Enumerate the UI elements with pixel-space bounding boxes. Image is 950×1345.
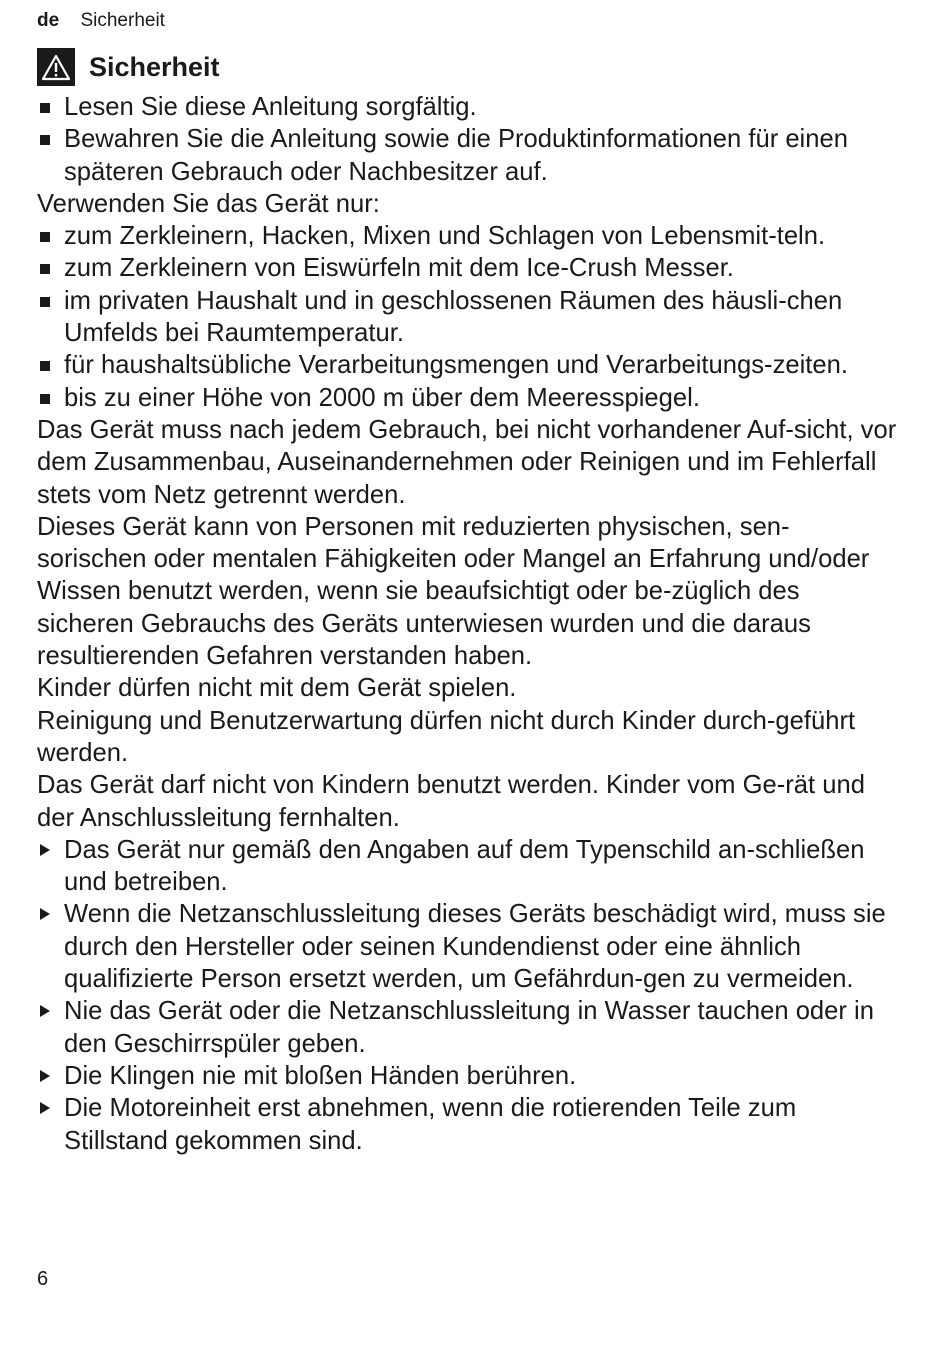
usage-intro: Verwenden Sie das Gerät nur:	[37, 189, 380, 218]
list-item-text: Bewahren Sie die Anleitung sowie die Produktinformationen für einen späteren Gebrauch oder Nachbesitzer auf.	[64, 125, 848, 186]
list-item	[37, 123, 897, 188]
instruction-text: Nie das Gerät oder die Netzanschlussleitung in Wasser tauchen oder in den Geschirrspüler geben.	[64, 997, 874, 1058]
instruction-item	[37, 834, 897, 899]
square-bullet-icon	[40, 135, 50, 145]
safety-content	[37, 91, 897, 1157]
list-item-text: im privaten Haushalt und in geschlossenen Räumen des häusli-chen Umfelds bei Raumtemperatur.	[64, 286, 843, 348]
arrow-right-icon	[40, 1102, 50, 1114]
list-item	[37, 91, 897, 123]
square-bullet-icon	[40, 297, 50, 307]
instruction-text: Das Gerät nur gemäß den Angaben auf dem Typenschild an-schließen und betreiben.	[64, 835, 865, 897]
instruction-text: Wenn die Netzanschlussleitung dieses Geräts beschädigt wird, muss sie durch den Hersteller oder seinen Kundendienst oder eine ähnlich qualifizierte Person ersetzt werden, um Gefährdun-gen zu vermeiden.	[64, 900, 886, 994]
paragraph: Kinder dürfen nicht mit dem Gerät spielen.	[37, 674, 517, 703]
list-item	[37, 382, 897, 414]
page-header	[37, 9, 165, 33]
square-bullet-icon	[40, 232, 50, 242]
instruction-text: Die Motoreinheit erst abnehmen, wenn die rotierenden Teile zum Stillstand gekommen sind.	[64, 1094, 797, 1155]
list-item	[37, 252, 897, 284]
warning-triangle-icon	[37, 48, 75, 86]
list-item	[37, 220, 897, 252]
list-item-text: bis zu einer Höhe von 2000 m über dem Meeresspiegel.	[64, 383, 700, 412]
paragraph: Das Gerät darf nicht von Kindern benutzt werden. Kinder vom Ge-rät und der Anschlussleitung fernhalten.	[37, 771, 865, 832]
list-item-text: zum Zerkleinern, Hacken, Mixen und Schlagen von Lebensmit-teln.	[64, 222, 826, 251]
page-number: 6	[37, 1268, 49, 1290]
paragraph: Reinigung und Benutzerwartung dürfen nicht durch Kinder durch-geführt werden.	[37, 706, 856, 767]
page-title: Sicherheit	[89, 51, 220, 82]
square-bullet-icon	[40, 361, 50, 371]
list-item-text: für haushaltsübliche Verarbeitungsmengen und Verarbeitungs-zeiten.	[64, 351, 848, 380]
list-item-text: zum Zerkleinern von Eiswürfeln mit dem Ice-Crush Messer.	[64, 254, 734, 283]
arrow-right-icon	[40, 1005, 50, 1017]
arrow-right-icon	[40, 908, 50, 920]
instruction-item	[37, 898, 897, 995]
square-bullet-icon	[40, 103, 50, 113]
square-bullet-icon	[40, 394, 50, 404]
instruction-item	[37, 995, 897, 1060]
section-title-row	[37, 47, 220, 87]
instruction-item	[37, 1060, 897, 1092]
list-item	[37, 349, 897, 381]
list-item	[37, 285, 897, 350]
arrow-right-icon	[40, 1070, 50, 1082]
square-bullet-icon	[40, 264, 50, 274]
paragraph: Das Gerät muss nach jedem Gebrauch, bei nicht vorhandener Auf-sicht, vor dem Zusammenbau, Auseinandernehmen oder Reinigen und im Fehlerfall stets vom Netz getrennt werden.	[37, 415, 897, 509]
list-item-text: Lesen Sie diese Anleitung sorgfältig.	[64, 93, 477, 121]
instruction-item	[37, 1092, 897, 1157]
language-code: de	[37, 10, 60, 31]
paragraph: Dieses Gerät kann von Personen mit reduzierten physischen, sen-sorischen oder mentalen Fähigkeiten oder Mangel an Erfahrung und/oder Wissen benutzt werden, wenn sie beaufsichtigt oder be-züglich des sicheren Gebrauchs des Geräts unterwiesen wurden und die daraus resultierenden Gefahren verstanden haben.	[37, 512, 870, 671]
arrow-right-icon	[40, 844, 50, 856]
instruction-text: Die Klingen nie mit bloßen Händen berühren.	[64, 1061, 577, 1090]
header-section: Sicherheit	[80, 10, 165, 31]
